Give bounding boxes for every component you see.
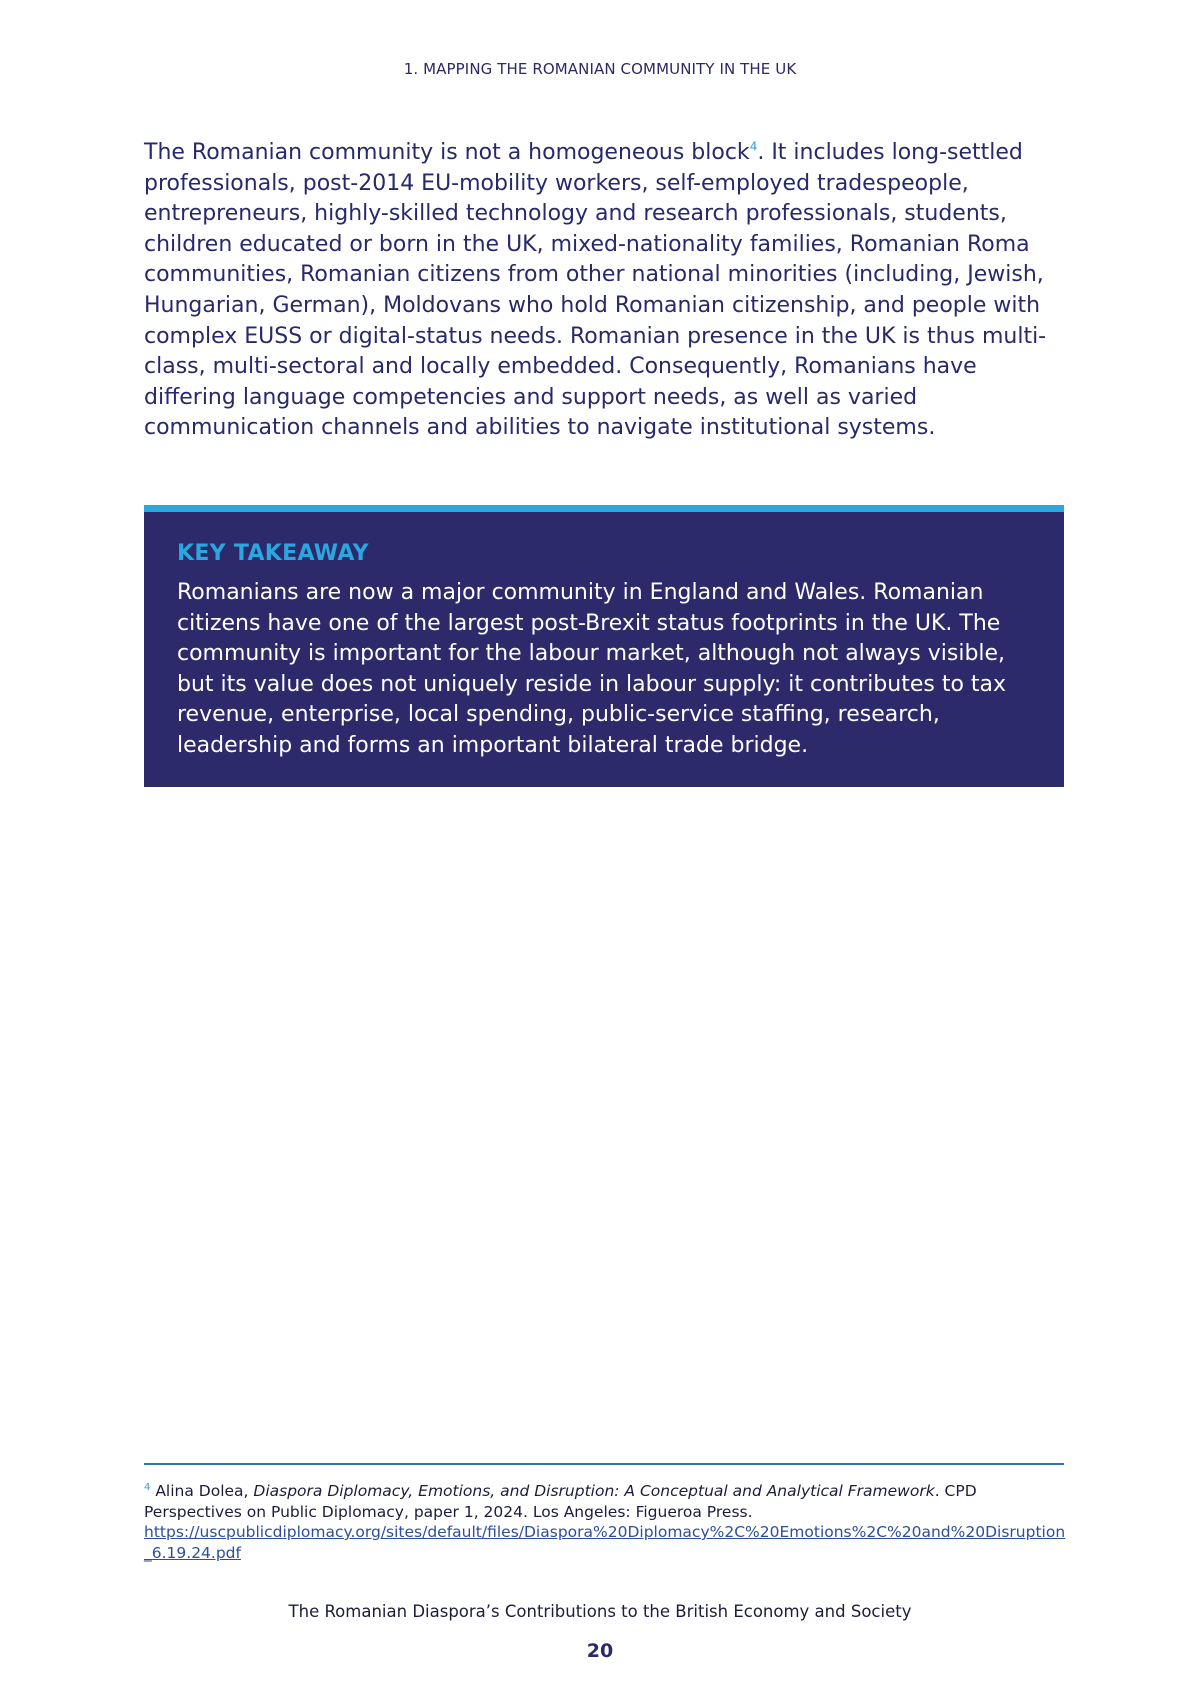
footnote-link[interactable]: https://uscpublicdiplomacy.org/sites/default/files/Diaspora%20Diplomacy%2C%20Emotions%2C%20and%20Disruption_6.19.24.pdf [144,1523,1066,1562]
footnote-number: 4 [144,1481,151,1493]
key-takeaway-title: KEY TAKEAWAY [177,541,369,566]
footnote-reference[interactable]: 4 [749,139,758,154]
key-takeaway-text: Romanians are now a major community in England and Wales. Romanian citizens have one of the largest post-Brexit status footprints in the UK. The community is important for the labour market, although not always visible, but its value does not uniquely reside in labour supply: it contributes to tax revenue, enterprise, local spending, public-service staffing, research, leadership and forms an important bilateral trade bridge. [177,580,1007,758]
body-text-part-1: The Romanian community is not a homogeneous block [144,140,750,165]
body-text-part-2: . It includes long-settled professionals, post-2014 EU-mobility workers, self-employed tradespeople, entrepreneurs, highly-skilled technology and research professionals, students, children educated or born in the UK, mixed-nationality families, Romanian Roma communities, Romanian citizens from other national minorities (including, Jewish, Hungarian, German), Moldovans who hold Romanian citizenship, and people with complex EUSS or digital-status needs. Romanian presence in the UK is thus multi-class, multi-sectoral and locally embedded. Consequently, Romanians have differing language competencies and support needs, as well as varied communication channels and abilities to navigate institutional systems. [144,140,1047,441]
footnote-divider [144,1463,1064,1465]
running-header: 1. MAPPING THE ROMANIAN COMMUNITY IN THE UK [403,60,797,78]
footnote [144,1481,1069,1563]
running-footer: The Romanian Diaspora’s Contributions to the British Economy and Society [288,1602,912,1621]
footnote-author: Alina Dolea, [155,1482,254,1500]
footnote-title: Diaspora Diplomacy, Emotions, and Disruption: A Conceptual and Analytical Framework [253,1482,935,1500]
page-number: 20 [586,1640,614,1662]
body-paragraph [144,138,1074,444]
key-takeaway-box [144,505,1064,787]
footnote-details: . CPD Perspectives on Public Diplomacy, paper 1, 2024. Los Angeles: Figueroa Press. [144,1482,977,1521]
